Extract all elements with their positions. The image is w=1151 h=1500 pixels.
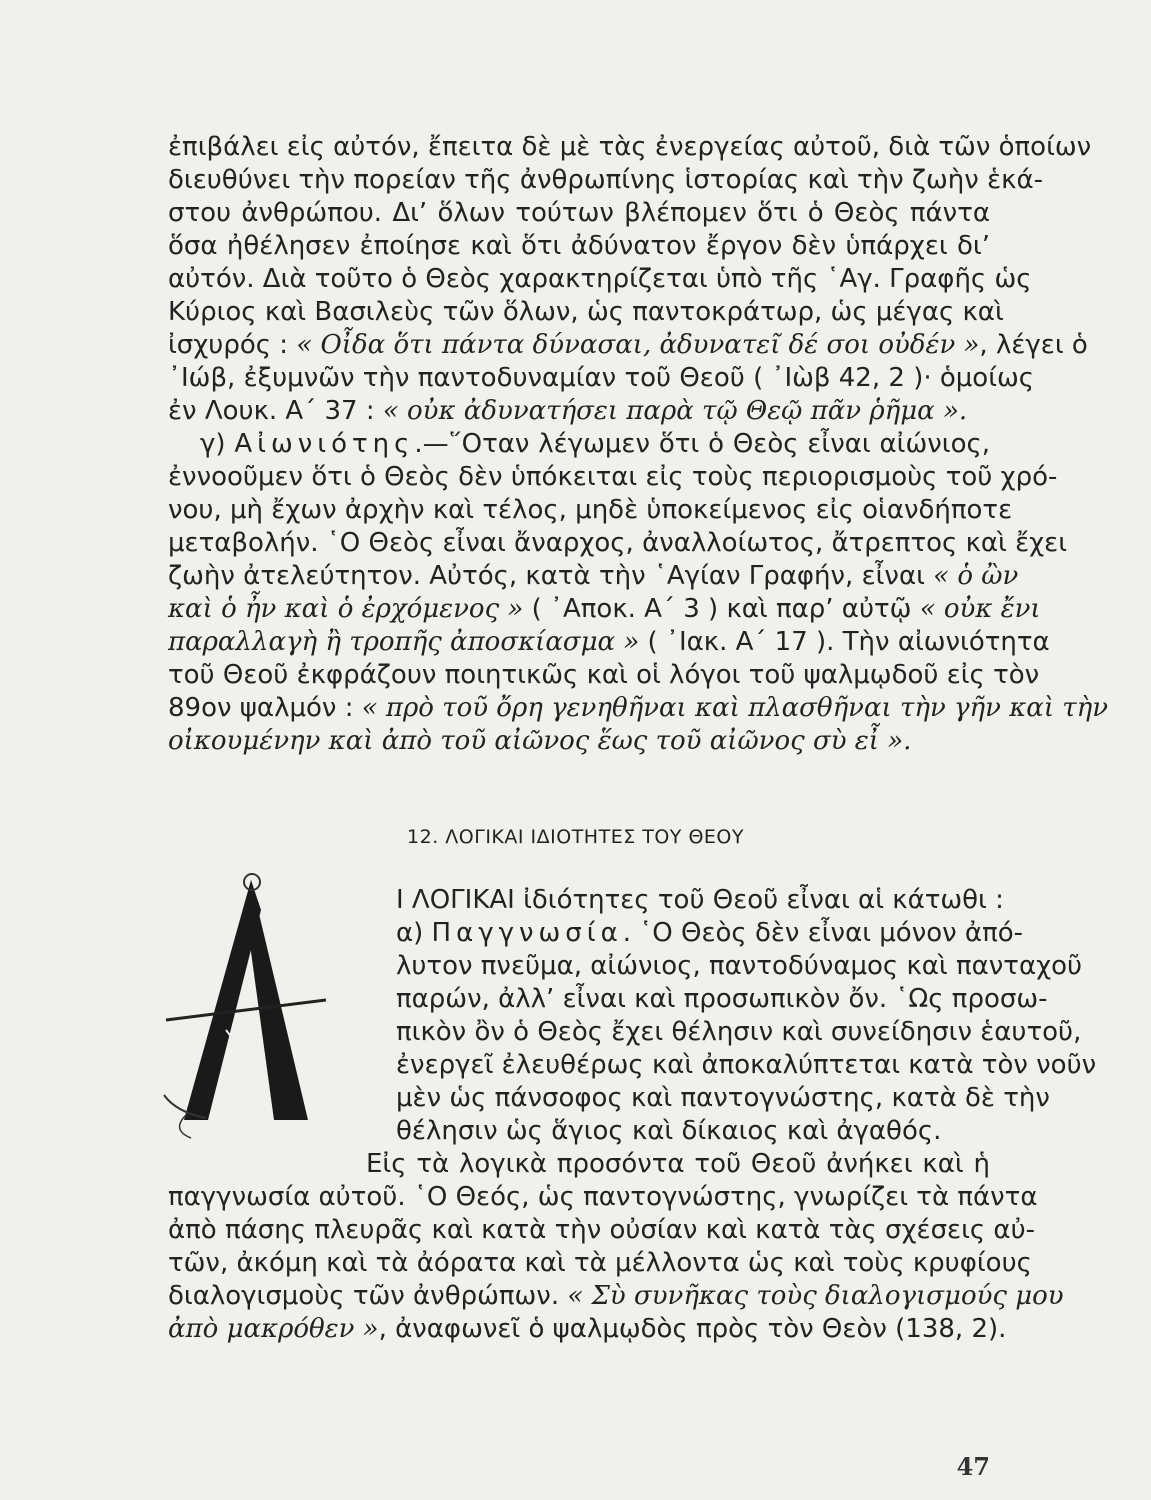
text-line: μὲν ὡς πάνσοφος καὶ παντογνώστης, κατὰ δὲ τὴν (396, 1083, 1050, 1113)
quote: « οὐκ ἔνι (919, 594, 1041, 624)
section-heading: 12. ΛΟΓΙΚΑΙ ΙΔΙΟΤΗΤΕΣ ΤΟΥ ΘΕΟΥ (407, 826, 744, 848)
text-line: παρών, ἀλλ’ εἶναι καὶ προσωπικὸν ὄν. ῾Ως προσω- (396, 984, 1048, 1014)
text-line: τῶν, ἀκόμη καὶ τὰ ἀόρατα καὶ τὰ μέλλοντα ὡς καὶ τοὺς κρυφίους (168, 1248, 1032, 1278)
page-number: 47 (956, 1452, 990, 1481)
text-line: ἀπὸ πάσης πλευρᾶς καὶ κατὰ τὴν οὐσίαν καὶ κατὰ τὰς σχέσεις αὐ- (168, 1215, 1035, 1245)
text-line: θέλησιν ὡς ἅγιος καὶ δίκαιος καὶ ἀγαθός. (396, 1116, 942, 1146)
text-line: πικὸν ὂν ὁ Θεὸς ἔχει θέλησιν καὶ συνείδησιν ἑαυτοῦ, (396, 1017, 1082, 1047)
quote: « Σὺ συνῆκας τοὺς διαλογισμούς μου (567, 1281, 1064, 1311)
text-line: τοῦ Θεοῦ ἐκφράζουν ποιητικῶς καὶ οἱ λόγοι τοῦ ψαλμῳδοῦ εἰς τὸν (168, 660, 1040, 690)
text-line: ἐν Λουκ. Α΄ 37 : « οὐκ ἀδυνατήσει παρὰ τῷ Θεῷ πᾶν ῥῆμα ». (168, 396, 968, 426)
quote: καὶ ὁ ἦν καὶ ὁ ἐρχόμενος » (168, 594, 524, 624)
spaced-term: Αἰωνιότης (234, 429, 415, 459)
quote: « Οἶδα ὅτι πάντα δύνασαι, ἀδυνατεῖ δέ σοι οὐδέν » (296, 330, 980, 360)
text-line: Ι ΛΟΓΙΚΑΙ ἰδιότητες τοῦ Θεοῦ εἶναι αἱ κάτωθι : (396, 885, 1004, 915)
decorative-initial-alpha-icon (156, 870, 326, 1150)
text-line: Κύριος καὶ Βασιλεὺς τῶν ὅλων, ὡς παντοκράτωρ, ὡς μέγας καὶ (168, 297, 1004, 327)
text-line: 89ον ψαλμόν : « πρὸ τοῦ ὄρη γενηθῆναι καὶ πλασθῆναι τὴν γῆν καὶ τὴν (168, 693, 1109, 723)
text-line: παραλλαγὴ ἢ τροπῆς ἀποσκίασμα » ( ᾿Ιακ. Α΄ 17 ). Τὴν αἰωνιότητα (168, 627, 1050, 657)
text-line: ᾿Ιώβ, ἐξυμνῶν τὴν παντοδυναμίαν τοῦ Θεοῦ ( ᾿Ιὼβ 42, 2 )· ὁμοίως (168, 363, 1035, 393)
text-line: διαλογισμοὺς τῶν ἀνθρώπων. « Σὺ συνῆκας τοὺς διαλογισμούς μου (168, 1281, 1064, 1311)
quote: παραλλαγὴ ἢ τροπῆς ἀποσκίασμα » (168, 627, 640, 657)
text-line: νου, μὴ ἔχων ἀρχὴν καὶ τέλος, μηδὲ ὑποκείμενος εἰς οἱανδήποτε (168, 495, 1013, 525)
text-line: ζωὴν ἀτελεύτητον. Αὐτός, κατὰ τὴν ῾Αγίαν Γραφήν, εἶναι « ὁ ὢν (168, 561, 1019, 591)
text-line: ὅσα ἠθέλησεν ἐποίησε καὶ ὅτι ἀδύνατον ἔργον δὲν ὑπάρχει δι’ (168, 231, 990, 261)
text-line: Εἰς τὰ λογικὰ προσόντα τοῦ Θεοῦ ἀνήκει καὶ ἡ (366, 1149, 990, 1179)
text-line: ἰσχυρός : « Οἶδα ὅτι πάντα δύνασαι, ἀδυνατεῖ δέ σοι οὐδέν », λέγει ὁ (168, 330, 1088, 360)
quote: « ὁ ὢν (933, 561, 1019, 591)
subsection-line: γ) Αἰωνιότης.—῞Οταν λέγωμεν ὅτι ὁ Θεὸς εἶναι αἰώνιος, (200, 429, 991, 459)
text-line: διευθύνει τὴν πορείαν τῆς ἀνθρωπίνης ἱστορίας καὶ τὴν ζωὴν ἑκά- (168, 165, 1043, 195)
text-line: ἐνεργεῖ ἐλευθέρως καὶ ἀποκαλύπτεται κατὰ τὸν νοῦν (396, 1050, 1097, 1080)
text-line: ἐννοοῦμεν ὅτι ὁ Θεὸς δὲν ὑπόκειται εἰς τοὺς περιορισμοὺς τοῦ χρό- (168, 462, 1058, 492)
text-line: στου ἀνθρώπου. Δι’ ὅλων τούτων βλέπομεν ὅτι ὁ Θεὸς πάντα (168, 198, 990, 228)
text-line: αὐτόν. Διὰ τοῦτο ὁ Θεὸς χαρακτηρίζεται ὑπὸ τῆς ῾Αγ. Γραφῆς ὡς (168, 264, 1032, 294)
text-line: καὶ ὁ ἦν καὶ ὁ ἐρχόμενος » ( ᾿Αποκ. Α΄ 3 ) καὶ παρ’ αὐτῷ « οὐκ ἔνι (168, 594, 1041, 624)
quote-line: οἰκουμένην καὶ ἀπὸ τοῦ αἰῶνος ἕως τοῦ αἰῶνος σὺ εἶ ». (168, 726, 912, 756)
subsection-line: α) Παγγνωσία. ῾Ο Θεὸς δὲν εἶναι μόνον ἀπό- (396, 918, 1024, 948)
text-line: ἀπὸ μακρόθεν », ἀναφωνεῖ ὁ ψαλμῳδὸς πρὸς τὸν Θεὸν (138, 2). (168, 1314, 1007, 1344)
quote: ἀπὸ μακρόθεν » (168, 1314, 379, 1344)
quote: « πρὸ τοῦ ὄρη γενηθῆναι καὶ πλασθῆναι τὴν γῆν καὶ τὴν (361, 693, 1109, 723)
text-line: μεταβολήν. ῾Ο Θεὸς εἶναι ἄναρχος, ἀναλλοίωτος, ἄτρεπτος καὶ ἔχει (168, 528, 1068, 558)
text-line: λυτον πνεῦμα, αἰώνιος, παντοδύναμος καὶ πανταχοῦ (396, 951, 1083, 981)
text-line: ἐπιβάλει εἰς αὐτόν, ἔπειτα δὲ μὲ τὰς ἐνεργείας αὐτοῦ, διὰ τῶν ὁποίων (168, 132, 1092, 162)
quote: « οὐκ ἀδυνατήσει παρὰ τῷ Θεῷ πᾶν ῥῆμα ». (382, 396, 968, 426)
text-line: παγγνωσία αὐτοῦ. ῾Ο Θεός, ὡς παντογνώστης, γνωρίζει τὰ πάντα (168, 1182, 1038, 1212)
spaced-term: Παγγνωσία (431, 918, 623, 948)
